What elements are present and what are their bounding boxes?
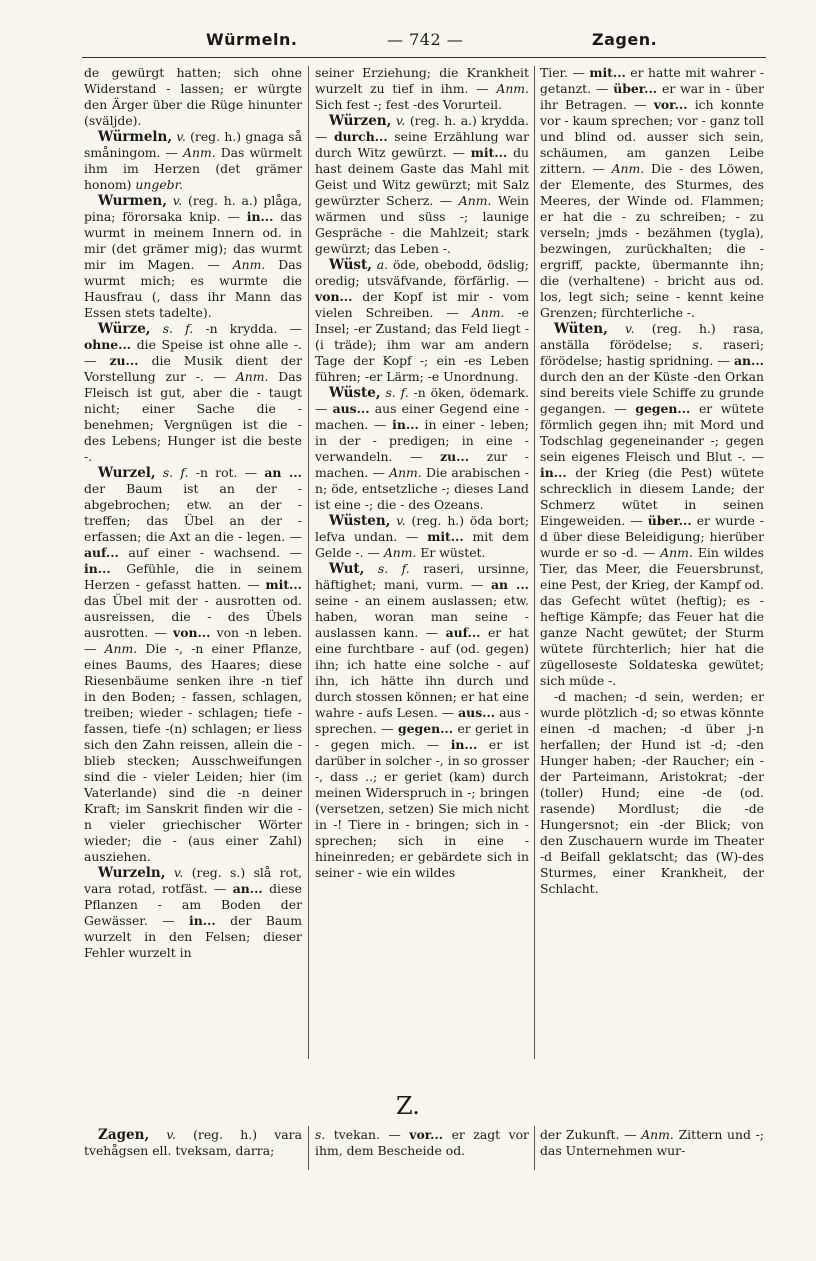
- entry-wuerzen: [315, 113, 529, 257]
- sub-head: mit...: [470, 145, 508, 160]
- text: mit dem Gelde -. —: [315, 529, 529, 560]
- sub-head: an...: [232, 881, 263, 896]
- text: Gefühle, die in seinem Herzen - gefasst hatten. —: [84, 561, 302, 592]
- text: er ist darüber in solcher -, in so grosser -, dass ..; er geriet (kam) durch meinen Widerspruch in -; bringen (versetzen, setzen) Sie mich nicht in -! Tiere in - bringen; sich in - sprechen; sich in eine - hineinreden; er gebärdete sich in seiner - wie ein wildes: [315, 737, 529, 880]
- section-letter: Z.: [396, 1092, 420, 1120]
- column-divider: [534, 1126, 535, 1170]
- text: öde, obebodd, ödslig; oredig; utsväfvande, förfärlig. —: [315, 257, 529, 288]
- text: der Krieg (die Pest) wütete schrecklich in diesem Lande; der Schmerz wütet in seinen Eingeweiden. —: [540, 465, 764, 528]
- text: raseri, ursinne, häftighet; mani, vurm. —: [315, 561, 529, 592]
- bottom-column-2: [315, 1127, 529, 1159]
- anm: Anm.: [235, 369, 269, 384]
- entry-wuerze: [84, 321, 302, 465]
- sub-head: über...: [613, 81, 658, 96]
- pos: a.: [376, 257, 389, 272]
- sub-head: zu...: [109, 353, 139, 368]
- paragraph: [540, 1127, 764, 1159]
- sub-head: von...: [315, 289, 353, 304]
- text: in einer - leben; in der - predigen; in eine - verwandeln. —: [315, 417, 529, 464]
- text: der Baum ist an der - abgebrochen; etw. an der - treffen; das Übel an der - erfassen; die Axt an die - legen. —: [84, 481, 302, 544]
- column-divider: [308, 1126, 309, 1170]
- sub-head: gegen...: [635, 401, 691, 416]
- sub-head: an...: [734, 353, 764, 368]
- text: (reg. h.) öda bort; lefva undan. —: [315, 513, 529, 544]
- headword: Wurzeln,: [98, 865, 166, 881]
- sub-head: auf...: [84, 545, 119, 560]
- bottom-column-3: [540, 1127, 764, 1159]
- headword: Wüsten,: [329, 513, 391, 529]
- entry-wueten: [540, 321, 764, 689]
- paragraph: -d machen; -d sein, werden; er wurde plötzlich -d; so etwas könnte einen -d machen; -d über j-n herfallen; der Hund ist -d; -den Hunger haben; -der Raucher; ein -der Parteimann, Aristokrat; -der (toller) Hund; eine -de (od. rasende) Mordlust; die -de Hungersnot; ein -der Blick; von den Zuschauern wurde im Theater -d Beifall geklatscht; das (W)-des Sturmes, einer Krankheit, der Schlacht.: [540, 689, 764, 896]
- text: -n rot. —: [195, 465, 258, 480]
- column-divider: [308, 66, 309, 1059]
- pos: s. f.: [377, 561, 410, 576]
- entry-wurzel: [84, 465, 302, 865]
- anm: Anm.: [611, 161, 645, 176]
- column-divider: [534, 66, 535, 1059]
- text: das wurmt in meinem Innern od. in mir (det grämer mig); das wurmt mir im Magen. —: [84, 209, 302, 272]
- text: du hast deinem Gaste das Mahl mit Geist und Witz gewürzt; mit Salz gewürzter Scherz. —: [315, 145, 529, 208]
- sub-head: in...: [189, 913, 216, 928]
- sub-head: vor...: [409, 1127, 444, 1142]
- text: -n öken, ödemark. —: [315, 385, 529, 416]
- usage-note: ungebr.: [135, 177, 184, 192]
- sub-head: durch...: [333, 129, 388, 144]
- headword: Wurzel,: [98, 465, 156, 481]
- anm: Anm.: [496, 81, 529, 96]
- text: er zagt vor ihm, dem Bescheide od.: [315, 1127, 529, 1158]
- sub-head: mit...: [589, 65, 626, 80]
- text: durch den an der Küste -den Orkan sind bereits viele Schiffe zu grunde gegangen. —: [540, 369, 764, 416]
- text: tvekan. —: [333, 1127, 401, 1142]
- text: Tier. —: [540, 65, 585, 80]
- sub-head: in...: [392, 417, 419, 432]
- entry-wurmen: [84, 193, 302, 321]
- text: (reg. h. a.) krydda. —: [315, 113, 529, 144]
- text: Die - des Löwen, der Elemente, des Sturmes, des Meeres, der Winde od. Flammen; er hat die - zu schreiben; - zu verseln; jmds - bezähmen (tygla), bezwingen, zurückhalten; die - ergriff, packte, übermannte ihn; die (verhaltene) - bricht aus od. los, legt sich; seine - kennt keine Grenzen; fürchterliche -.: [540, 161, 764, 320]
- text: raseri; förödelse; hastig spridning. —: [540, 337, 764, 368]
- headword: Wüst,: [329, 257, 372, 273]
- anm: Anm.: [389, 465, 422, 480]
- text: er wurde -d über diese Beleidigung; hierüber wurde er so -d. —: [540, 513, 764, 560]
- text: Das wurmt mich; es wurmte die Hausfrau (, dass ihr Mann das Essen stets tadelte).: [84, 257, 302, 320]
- text: Das Fleisch ist gut, aber die - taugt nicht; einer Sache die - benehmen; Vergnügen ist die - des Lebens; Hunger ist die beste -.: [84, 369, 302, 464]
- text: die Speise ist ohne alle -. —: [84, 337, 302, 368]
- sub-head: zu...: [440, 449, 470, 464]
- text: -n krydda. —: [205, 321, 302, 336]
- header-rule: [82, 57, 766, 58]
- sub-head: vor...: [653, 97, 688, 112]
- paragraph: [315, 1127, 529, 1159]
- text: Die -, -n einer Pflanze, eines Baums, des Haares; diese Riesenbäume senken ihre -n tief in den Boden; - fassen, schlagen, treiben; wieder - schlagen; tiefe - fassen, tiefe -(n) schlagen; er liess sich den Zahn reissen, allein die - blieb stecken; Ausschweifungen sind die - vieler Leiden; hier (im Vaterlande) sind die -n deiner Kraft; im Sanskrit finden wir die -n vieler griechischer Wörter wieder; die - (aus einer Zahl) ausziehen.: [84, 641, 302, 864]
- text: zur - machen. —: [315, 449, 529, 480]
- anm: Anm.: [232, 257, 266, 272]
- text: (reg. s.) slå rot, vara rotad, rotfäst. —: [84, 865, 302, 896]
- pos: s. f.: [385, 385, 409, 400]
- text: aus - sprechen. —: [315, 705, 529, 736]
- sub-head: mit...: [427, 529, 464, 544]
- text: die Musik dient der Vorstellung zur -. —: [84, 353, 302, 384]
- text: diese Pflanzen - am Boden der Gewässer. —: [84, 881, 302, 928]
- entry-wueste: [315, 385, 529, 513]
- sub-head: von...: [173, 625, 211, 640]
- page-header: [82, 30, 658, 52]
- header-right-keyword: Zagen.: [592, 30, 658, 49]
- sub-head: an ...: [490, 577, 529, 592]
- pos: s. f.: [162, 321, 194, 336]
- headword: Wut,: [329, 561, 365, 577]
- sub-head: in...: [450, 737, 478, 752]
- entry-wuest: [315, 257, 529, 385]
- sub-head: auf...: [445, 625, 481, 640]
- pos: v.: [625, 321, 635, 336]
- pos: s. f.: [162, 465, 189, 480]
- entry-wuesten: [315, 513, 529, 561]
- sub-head: an ...: [264, 465, 302, 480]
- text: seine - an einem auslassen; etw. haben, woran man seine - auslassen kann. —: [315, 593, 529, 640]
- entry-wurzeln: [84, 865, 302, 961]
- text: der Zukunft. —: [540, 1127, 637, 1142]
- text: er geriet in - gegen mich. —: [315, 721, 529, 752]
- anm: Anm.: [660, 545, 693, 560]
- text: (reg. h.) vara tvehågsen ell. tveksam, darra;: [84, 1127, 302, 1158]
- text: von -n leben. —: [84, 625, 302, 656]
- text: (reg. h.) gnaga så småningom. —: [84, 129, 302, 160]
- text: er war in - über ihr Betragen. —: [540, 81, 764, 112]
- text: seiner Erziehung; die Krankheit wurzelt zu tief in ihm. —: [315, 65, 529, 96]
- anm: Anm.: [471, 305, 505, 320]
- anm: Anm.: [104, 641, 138, 656]
- sub-head: in...: [540, 465, 567, 480]
- sub-head: ohne...: [84, 337, 132, 352]
- column-2: [315, 65, 529, 881]
- text: (reg. h.) rasa, anställa förödelse;: [540, 321, 764, 352]
- text: Wein wärmen und süss -; launige Gespräche - die Mahlzeit; stark gewürzt; das Leben -.: [315, 193, 529, 256]
- sub-head: aus...: [332, 401, 370, 416]
- anm: Anm.: [458, 193, 492, 208]
- entry-wut: [315, 561, 529, 881]
- text: der Baum wurzelt in den Felsen; dieser Fehler wurzelt in: [84, 913, 302, 960]
- text: (reg. h. a.) plåga, pina; förorsaka knip. —: [84, 193, 302, 224]
- text: er hat eine furchtbare - auf (od. gegen) ihn; ich hatte eine solche - auf ihn, ich hätte ihn durch und durch stossen können; er hat eine wahre - aufs Lesen. —: [315, 625, 529, 720]
- text: Sich fest -; fest -des Vorurteil.: [315, 97, 503, 112]
- text: ich konnte vor - kaum sprechen; vor - ganz toll und blind od. ausser sich sein, schäumen, am ganzen Leibe zittern. —: [540, 97, 765, 176]
- text: der Kopf ist mir - vom vielen Schreiben. —: [315, 289, 529, 320]
- pos: v.: [172, 193, 183, 208]
- pos: s.: [315, 1127, 326, 1142]
- pos: s.: [692, 337, 703, 352]
- pos: v.: [173, 865, 184, 880]
- page-number: — 742 —: [387, 30, 464, 49]
- text: -e Insel; -er Zustand; das Feld liegt - (i träde); ihm war am andern Tage der Kopf -; ein -es Leben führen; -er Lärm; -e Unordnung.: [315, 305, 529, 384]
- text: Die arabischen -n; öde, entsetzliche -; dieses Land ist eine -; die - des Ozeans.: [315, 465, 529, 512]
- headword: Würze,: [98, 321, 151, 337]
- headword: Würmeln,: [98, 129, 173, 145]
- text: das Übel mit der - ausrotten od. ausreissen, die - des Übels ausrotten. —: [84, 593, 302, 640]
- headword: Würzen,: [329, 113, 392, 129]
- anm: Anm.: [183, 145, 216, 160]
- text: seine Erzählung war durch Witz gewürzt. —: [315, 129, 529, 160]
- pos: v.: [396, 513, 406, 528]
- header-left-keyword: Würmeln.: [206, 30, 298, 49]
- paragraph: [315, 65, 529, 113]
- text: Zittern und -; das Unternehmen wur-: [540, 1127, 764, 1158]
- column-1: [84, 65, 302, 961]
- text: Er wüstet.: [420, 545, 486, 560]
- pos: v.: [395, 113, 406, 128]
- text: er wütete förmlich gegen ihn; mit Mord und Todschlag gegeneinander -; gegen sein eigenes Fleisch und Blut -. —: [540, 401, 764, 464]
- text: Das würmelt ihm im Herzen (det grämer honom): [84, 145, 302, 192]
- paragraph: de gewürgt hatten; sich ohne Widerstand - lassen; er würgte den Ärger über die Rüge hinunter (sväljde).: [84, 65, 302, 128]
- sub-head: in...: [246, 209, 274, 224]
- text: auf einer - wachsend. —: [128, 545, 302, 560]
- pos: v.: [166, 1127, 176, 1142]
- headword: Zagen,: [98, 1127, 150, 1143]
- text: er hatte mit wahrer - getanzt. —: [540, 65, 765, 96]
- entry-zagen: [84, 1127, 302, 1159]
- text: Ein wildes Tier, das Meer, die Feuersbrunst, eine Pest, der Krieg, der Kampf od. das Gefecht wütet (heftig); es - heftige Kämpfe; das Feuer hat die ganze Nacht gewütet; der Sturm wütete fürchterlich; hier hat die zügelloseste Soldateska gewütet; sich müde -.: [540, 545, 764, 688]
- text: aus einer Gegend eine - machen. —: [315, 401, 529, 432]
- paragraph: [540, 65, 764, 321]
- anm: Anm.: [383, 545, 417, 560]
- headword: Wurmen,: [98, 193, 167, 209]
- entry-wuermeln: [84, 129, 302, 193]
- bottom-column-1: [84, 1127, 302, 1159]
- sub-head: über...: [647, 513, 692, 528]
- sub-head: aus...: [458, 705, 496, 720]
- anm: Anm.: [641, 1127, 674, 1142]
- pos: v.: [176, 129, 186, 144]
- sub-head: gegen...: [397, 721, 454, 736]
- sub-head: in...: [84, 561, 111, 576]
- column-3: [540, 65, 764, 897]
- headword: Wüste,: [329, 385, 381, 401]
- headword: Wüten,: [554, 321, 608, 337]
- sub-head: mit...: [265, 577, 302, 592]
